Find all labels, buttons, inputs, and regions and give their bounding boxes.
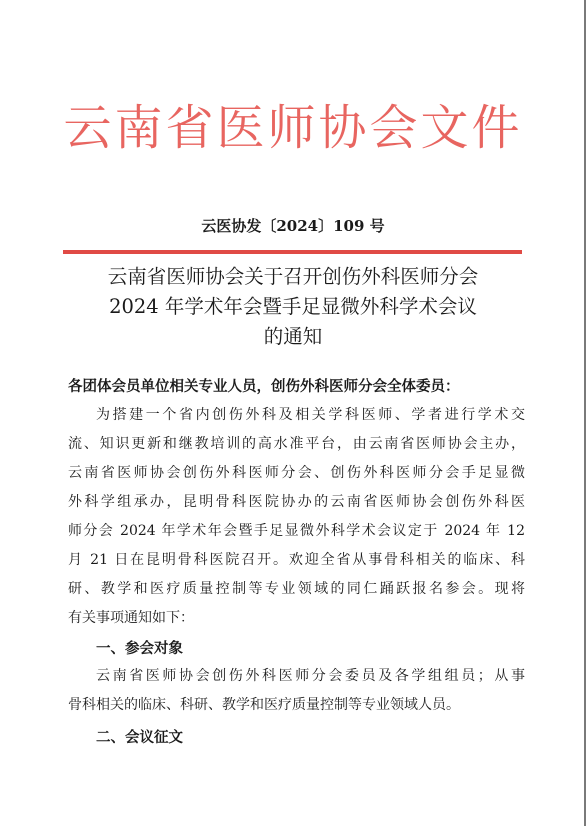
body-line: 月 21 日在昆明骨科医院召开。欢迎全省从事骨科相关的临床、科 (68, 552, 525, 568)
body-line: 云南省医师协会创伤外科医师分会委员及各学组组员；从事 (96, 668, 525, 684)
body-line: 研、教学和医疗质量控制等专业领域的同仁踊跃报名参会。现将 (68, 581, 525, 597)
title-line: 云南省医师协会关于召开创伤外科医师分会 (107, 265, 479, 288)
body-line: 骨科相关的临床、科研、教学和医疗质量控制等专业领域人员。 (68, 697, 460, 713)
title-line: 的通知 (263, 325, 323, 348)
body-line: 外科学组承办，昆明骨科医院协办的云南省医师协会创伤外科医 (68, 494, 525, 510)
document-number: 云医协发〔2024〕109 号 (201, 217, 385, 235)
body-line: 为搭建一个省内创伤外科及相关学科医师、学者进行学术交 (96, 407, 525, 423)
body-line: 师分会 2024 年学术年会暨手足显微外科学术会议定于 2024 年 12 (68, 523, 525, 539)
red-divider (63, 250, 522, 254)
masthead: 云南省医师协会文件 (63, 100, 523, 156)
section-heading: 一、参会对象 (96, 640, 183, 657)
body-line: 有关事项通知如下： (68, 610, 194, 626)
section-heading: 二、会议征文 (96, 729, 183, 746)
body-line: 云南省医师协会创伤外科医师分会、创伤外科医师分会手足显微 (68, 465, 525, 481)
title-line: 2024 年学术年会暨手足显微外科学术会议 (109, 295, 477, 318)
salutation: 各团体会员单位相关专业人员，创伤外科医师分会全体委员： (68, 378, 460, 395)
body-line: 流、知识更新和继教培训的高水准平台，由云南省医师协会主办， (68, 436, 525, 452)
